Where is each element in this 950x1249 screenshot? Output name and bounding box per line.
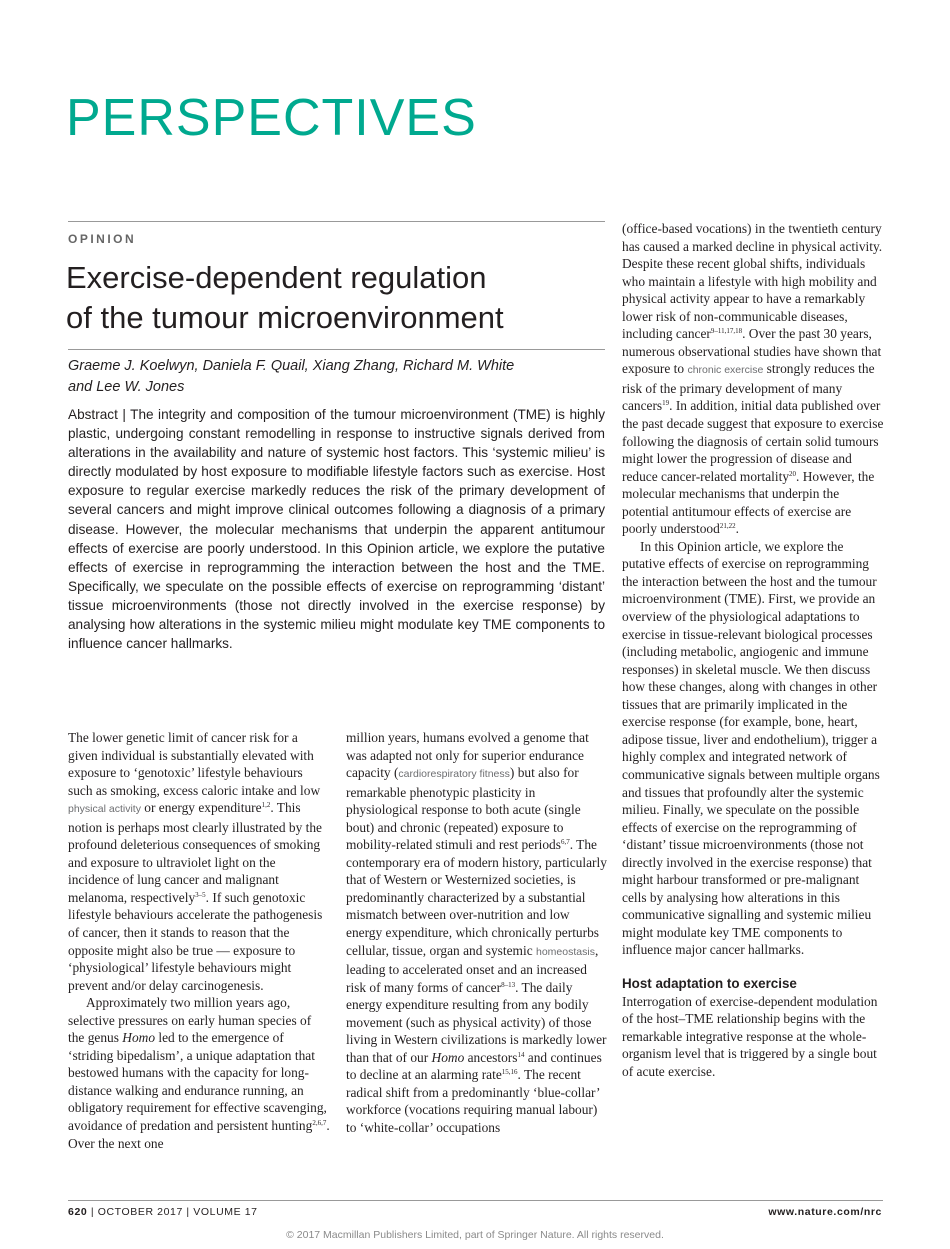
- citation[interactable]: 15,16: [501, 1068, 518, 1077]
- glossary-link[interactable]: cardiorespiratory fitness: [398, 768, 510, 781]
- text-run: or energy expenditure: [140, 800, 262, 816]
- issue-info: | OCTOBER 2017 | VOLUME 17: [87, 1206, 258, 1218]
- citation[interactable]: 19: [662, 399, 670, 408]
- divider-top: [68, 221, 605, 222]
- page-number: 620: [68, 1206, 88, 1218]
- text-run: and continues to decline at an alarming rate: [346, 1049, 602, 1083]
- glossary-link[interactable]: physical activity: [68, 803, 141, 816]
- italic-text: Homo: [431, 1049, 465, 1065]
- journal-url[interactable]: www.nature.com/nrc: [768, 1206, 882, 1218]
- citation[interactable]: 1,2: [261, 801, 271, 810]
- authors-line: Graeme J. Koelwyn, Daniela F. Quail, Xiang Zhang, Richard M. White: [68, 358, 515, 374]
- text-run: . Over the next one: [68, 1118, 330, 1151]
- paragraph: In this Opinion article, we explore the putative effects of exercise on reprogramming the interaction between the host and the tumour microenvironment (TME). First, we provide an overview of the physiological adaptations to exercise in tissue-relevant biological processes (including metabolic, angiogenic and immune responses) in skeletal muscle. We then discuss how these changes, along with changes in other tissues that are primarily implicated in the exercise response (for example, bone, heart, adipose tissue, liver and endothelium), trigger a highly complex and integrated network of communicative signals between multiple organs and tissues that profoundly alter the systemic milieu. Finally, we speculate on the possible effects of exercise on the reprogramming of ‘distant’ tissue microenvironments (those not directly involved in the exercise response) that might harbour transformed or pre-malignant cells by analysing how alterations in this communicative signalling and systemic milieu might modulate key TME components to influence major cancer hallmarks.: [622, 538, 880, 958]
- text-run: . Over the past 30 years, numerous observational studies have shown that exposure to: [622, 326, 882, 377]
- citation[interactable]: 2,6,7: [312, 1119, 327, 1128]
- authors-line: and Lee W. Jones: [68, 379, 185, 395]
- paragraph: [346, 729, 608, 1137]
- paragraph: Interrogation of exercise-dependent modulation of the host–TME relationship begins with the remarkable integrative response at the whole-organism level that is triggered by a single bout of acute exercise.: [622, 993, 878, 1079]
- body-column-3: [622, 220, 884, 1080]
- paragraph: [68, 729, 330, 994]
- citation[interactable]: 9–11,17,18: [710, 327, 743, 336]
- body-column-1: [68, 729, 330, 1152]
- section-header: PERSPECTIVES: [66, 89, 477, 147]
- text-run: . The daily energy expenditure resulting from any bodily movement (such as physical activity) of those living in Western civilizations is markedly lower than that of our: [346, 979, 607, 1065]
- citation[interactable]: 14: [517, 1050, 525, 1059]
- text-run: strongly reduces the risk of the primary development of many cancers: [622, 361, 875, 414]
- divider-title: [68, 349, 605, 350]
- text-run: ) but also for remarkable phenotypic plasticity in physiological response to both acute (single bout) and chronic (repeated) exposure to mobility-related stimuli and rest periods: [346, 765, 581, 853]
- text-run: The lower genetic limit of cancer risk for a given individual is substantially elevated with exposure to ‘genotoxic’ lifestyle behaviours such as smoking, excess caloric intake and low: [68, 730, 321, 798]
- article-title-line: Exercise-dependent regulation: [66, 260, 487, 295]
- glossary-link[interactable]: chronic exercise: [687, 364, 764, 377]
- section-subheading: Host adaptation to exercise: [622, 975, 797, 991]
- text-run: Approximately two million years ago, selective pressures on early human species of the genus: [68, 995, 312, 1046]
- glossary-link[interactable]: homeostasis: [536, 945, 595, 958]
- text-run: . The contemporary era of modern history, particularly that of Western or Westernized societies, is predominantly characterized by a substantial mismatch between over-nutrition and low energy expenditure, which chronically perturbs cellular, tissue, organ and systemic: [346, 837, 607, 958]
- text-run: . However, the molecular mechanisms that underpin the potential antitumour effects of exercise are poorly understood: [622, 468, 875, 537]
- citation[interactable]: 21,22: [719, 522, 736, 531]
- text-run: (office-based vocations) in the twentieth century has caused a marked decline in physical activity. Despite these recent global shifts, individuals who maintain a lifestyle with high mobility and physical activity appear to have a remarkably lower risk of non-communicable diseases, including cancer: [622, 221, 883, 342]
- author-list: [68, 356, 608, 398]
- divider-footer: [68, 1200, 883, 1201]
- citation[interactable]: 8–13: [501, 980, 516, 989]
- page-footer-info: [68, 1206, 258, 1218]
- text-run: million years, humans evolved a genome that was adapted not only for superior endurance capacity (: [346, 730, 589, 781]
- italic-text: Homo: [122, 1030, 156, 1046]
- text-run: , leading to accelerated onset and an increased risk of many forms of cancer: [346, 942, 599, 995]
- citation[interactable]: 3–5: [195, 890, 206, 899]
- abstract: Abstract | The integrity and composition of the tumour microenvironment (TME) is highly plastic, undergoing constant remodelling in response to instructive signals derived from alterations in the availability and nature of systemic host factors. This ‘systemic milieu’ is directly modulated by host exposure to modifiable lifestyle factors such as exercise. Host exposure to regular exercise markedly reduces the risk of the primary development of several cancers and might improve clinical outcomes following a diagnosis of a primary disease. However, the molecular mechanisms that underpin the apparent antitumour effects of exercise are poorly understood. In this Opinion article, we explore the putative effects of exercise in reprogramming the interaction between the host and the TME. Specifically, we speculate on the possible effects of exercise on reprogramming ‘distant’ tissue microenvironments (those not directly involved in the exercise response) by analysing how alterations in the systemic milieu might modulate key TME components to influence cancer hallmarks.: [68, 407, 605, 652]
- paragraph: [68, 994, 330, 1152]
- copyright-notice: © 2017 Macmillan Publishers Limited, part of Springer Nature. All rights reserved.: [286, 1229, 664, 1241]
- body-column-2: [346, 729, 608, 1137]
- text-run: . This notion is perhaps most clearly illustrated by the profound deleterious consequences of smoking and exposure to ultraviolet light on the incidence of lung cancer and malignant melanoma, respectively: [68, 800, 322, 905]
- text-run: . In addition, initial data published over the past decade suggest that exposure to exercise following the diagnosis of certain solid tumours might lower the progression of disease and reduce cancer-related mortality: [622, 398, 884, 484]
- article-type-label: OPINION: [68, 232, 137, 246]
- text-run: ancestors: [464, 1049, 518, 1065]
- article-title: [66, 258, 606, 338]
- text-run: . The recent radical shift from a predominantly ‘blue-collar’ workforce (vocations requiring manual labour) to ‘white-collar’ occupations: [346, 1067, 600, 1136]
- citation[interactable]: 6,7: [560, 838, 570, 847]
- text-run: .: [735, 521, 739, 537]
- paragraph: [622, 220, 884, 538]
- text-run: . If such genotoxic lifestyle behaviours accelerate the pathogenesis of cancer, then it stands to reason that the opposite might also be true — exposure to ‘physiological’ lifestyle behaviours might prevent and/or delay carcinogenesis.: [68, 889, 323, 993]
- text-run: led to the emergence of ‘striding bipedalism’, a unique adaptation that bestowed humans with the capacity for long-distance walking and endurance running, an obligatory requirement for effective scavenging, avoidance of predation and persistent hunting: [68, 1030, 327, 1134]
- citation[interactable]: 20: [789, 469, 797, 478]
- article-title-line: of the tumour microenvironment: [66, 300, 504, 335]
